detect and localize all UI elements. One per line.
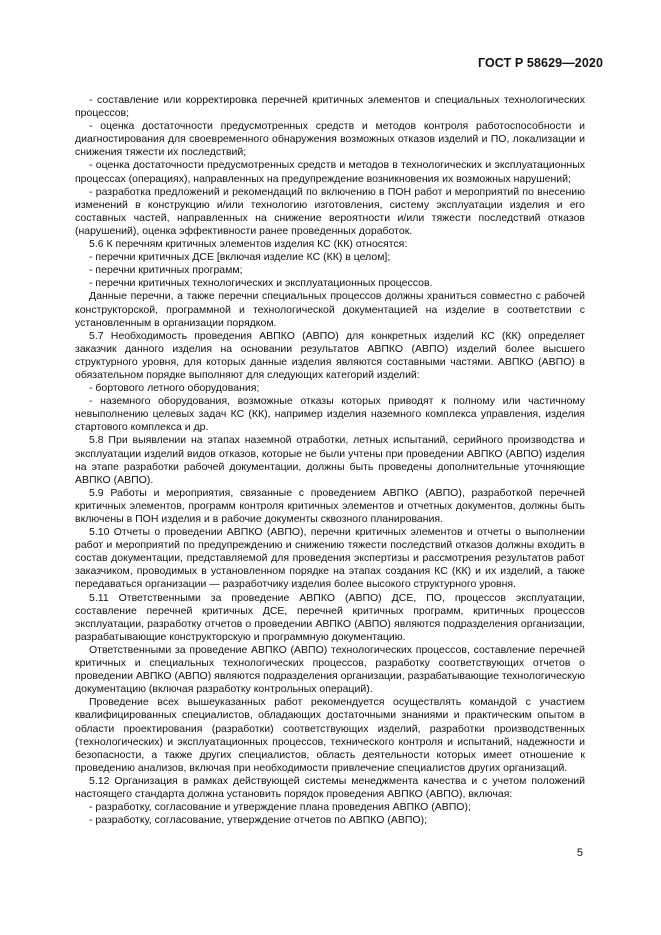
- paragraph: 5.7 Необходимость проведения АВПКО (АВПО) для конкретных изделий КС (КК) определяет заказчик данного изделия на основании результатов АВПКО (АВПО) изделий более высшего структурного уровня, для которых данные изделия являются составными частями. АВПКО (АВПО) в обязательном порядке выполняют для следующих категорий изделий:: [75, 329, 585, 381]
- paragraph: 5.11 Ответственными за проведение АВПКО (АВПО) ДСЕ, ПО, процессов эксплуатации, составление перечней критичных ДСЕ, перечней критичных программ, критичных процессов эксплуатации, разработку отчетов о проведении АВПКО (АВПО) являются подразделения организации, разрабатывающие конструкторскую и программную документацию.: [75, 591, 585, 643]
- paragraph: - перечни критичных программ;: [89, 264, 243, 277]
- paragraph: 5.12 Организация в рамках действующей системы менеджмента качества и с учетом положений настоящего стандарта должна установить порядок проведения АВПКО (АВПО), включая:: [75, 774, 585, 800]
- paragraph: Проведение всех вышеуказанных работ рекомендуется осуществлять командой с участием квалифицированных специалистов, обладающих достаточными знаниями и практическим опытом в области проектирования (разработки) соответствующих изделий, разработки производственных (технологических) и эксплуатационных процессов, технического контроля и испытаний, надежности и безопасности, а также других специалистов, область деятельности которых имеет отношение к проведению анализов, включая при необходимости привлечение специалистов других организаций.: [75, 696, 585, 774]
- body-text: [75, 94, 585, 827]
- paragraph: - разработку, согласование и утверждение плана проведения АВПКО (АВПО);: [89, 801, 471, 814]
- page-number: 5: [576, 847, 583, 859]
- paragraph: - составление или корректировка перечней критичных элементов и специальных технологических процессов;: [75, 94, 585, 120]
- standard-code-header: ГОСТ Р 58629—2020: [477, 56, 603, 70]
- paragraph: - оценка достаточности предусмотренных средств и методов контроля работоспособности и диагностирования для своевременного обнаружения возможных отказов изделий и ПО, локализации и снижения тяжести их последствий;: [75, 120, 585, 159]
- paragraph: Данные перечни, а также перечни специальных процессов должны храниться совместно с рабочей конструкторской, программной и технологической документацией на изделие в соответствии с установленным в организации порядком.: [75, 290, 585, 329]
- paragraph: 5.6 К перечням критичных элементов изделия КС (КК) относятся:: [89, 238, 408, 251]
- paragraph: 5.10 Отчеты о проведении АВПКО (АВПО), перечни критичных элементов и отчеты о выполнении работ и мероприятий по предупреждению и снижению тяжести последствий отказов должны входить в состав документации, представляемой для проведения экспертизы и рассмотрения результатов работ заказчиком, проводимых в установленном порядке на этапах создания КС (КК) и их изделий, а также передаваться организации — разработчику изделия более высокого структурного уровня.: [75, 526, 585, 591]
- paragraph: 5.8 При выявлении на этапах наземной отработки, летных испытаний, серийного производства и эксплуатации изделий видов отказов, которые не были учтены при проведении АВПКО (АВПО) изделия на этапе разработки рабочей документации, должны быть проведены дополнительные уточняющие АВПКО (АВПО).: [75, 434, 585, 486]
- paragraph: Ответственными за проведение АВПКО (АВПО) технологических процессов, составление перечней критичных и специальных технологических процессов, разработку соответствующих отчетов о проведении АВПКО (АВПО) являются подразделения организации, разрабатывающие технологическую документацию (включая разработку контрольных операций).: [75, 643, 585, 696]
- paragraph: - разработку, согласование, утверждение отчетов по АВПКО (АВПО);: [89, 814, 427, 827]
- paragraph: - разработка предложений и рекомендаций по включению в ПОН работ и мероприятий по внесению изменений в конструкцию и/или технологию изготовления, систему эксплуатации изделия и его составных частей, направленных на снижение вероятности и/или тяжести последствий отказов (нарушений), оценка эффективности ранее проведенных доработок.: [75, 185, 585, 237]
- paragraph: - бортового летного оборудования;: [89, 382, 260, 395]
- paragraph: - перечни критичных ДСЕ [включая изделие КС (КК) в целом];: [89, 251, 391, 264]
- paragraph: - оценка достаточности предусмотренных средств и методов в технологических и эксплуатационных процессах (операциях), направленных на предупреждение возникновения их возможных нарушений;: [75, 159, 585, 185]
- paragraph: - наземного оборудования, возможные отказы которых приводят к полному или частичному невыполнению целевых задач КС (КК), например изделия наземного комплекса управления, изделия стартового комплекса и др.: [75, 395, 585, 434]
- paragraph: 5.9 Работы и мероприятия, связанные с проведением АВПКО (АВПО), разработкой перечней критичных элементов, программ контроля критичных элементов и отчетных документов, должны быть включены в ПОН изделия и в рабочие документы сквозного планирования.: [75, 486, 585, 525]
- paragraph: - перечни критичных технологических и эксплуатационных процессов.: [89, 277, 433, 290]
